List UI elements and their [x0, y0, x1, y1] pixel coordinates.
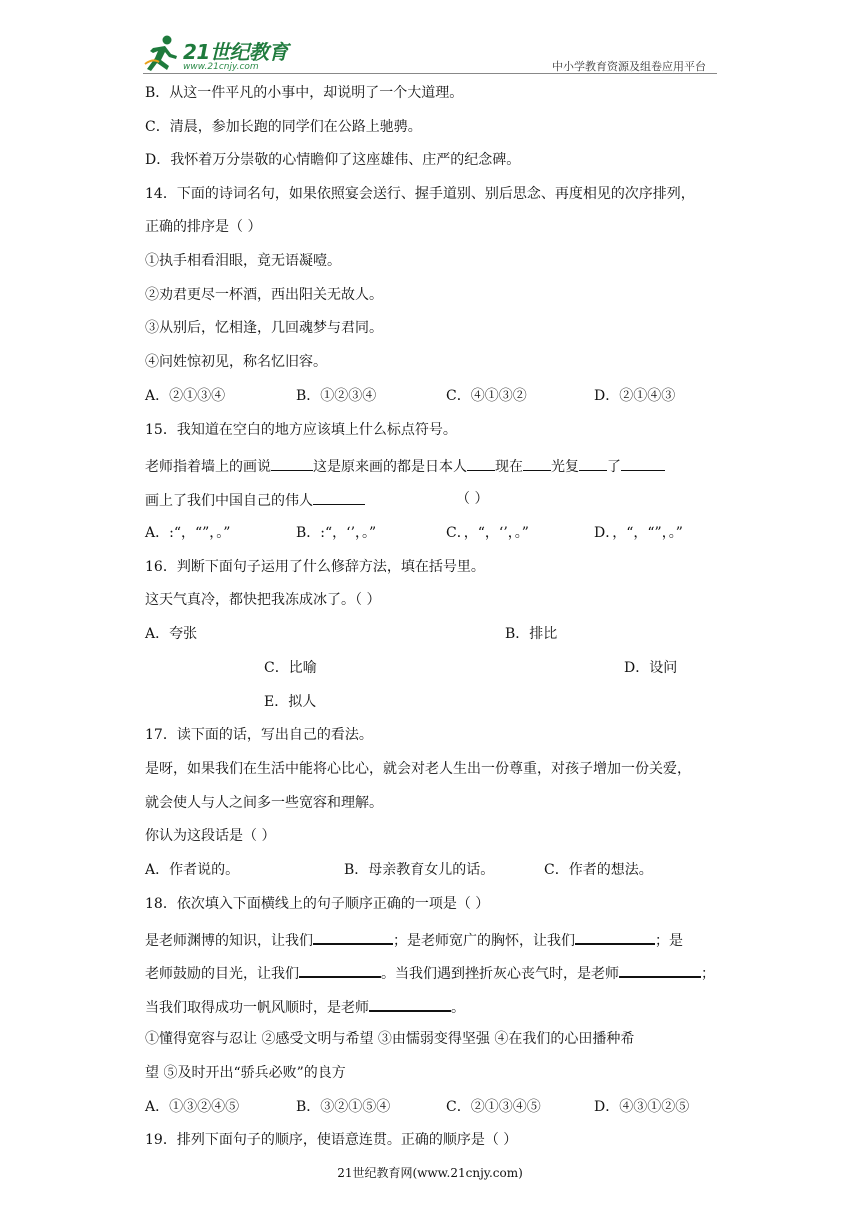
q14-item-2: ②劝君更尽一杯酒，西出阳关无故人。 [145, 287, 383, 303]
q16-option-e: E．拟人 [264, 694, 317, 710]
q18-sentence-line1 [145, 928, 683, 951]
q15-sentence-line1 [145, 455, 665, 477]
q18-stem: 18．依次填入下面横线上的句子顺序正确的一项是（ ） [145, 896, 490, 912]
q15-text-b: 这是原来画的都是日本人 [313, 459, 467, 475]
q17-stem: 17．读下面的话，写出自己的看法。 [145, 727, 373, 743]
q15-blank-1 [271, 455, 313, 471]
q15-stem: 15．我知道在空白的地方应该填上什么标点符号。 [145, 422, 457, 438]
q16-option-c: C．比喻 [264, 660, 317, 676]
header-divider [143, 73, 717, 74]
q18-blank-2 [575, 928, 655, 945]
q15-blank-6 [313, 489, 365, 505]
q15-answer-paren: （ ） [456, 491, 489, 507]
q15-blank-4 [579, 455, 607, 471]
q15-text-f: 画上了我们中国自己的伟人 [145, 493, 313, 509]
q17-option-b: B．母亲教育女儿的话。 [344, 862, 495, 878]
q14-option-d: D．②①④③ [594, 388, 676, 404]
q16-stem: 16．判断下面句子运用了什么修辞方法，填在括号里。 [145, 559, 485, 575]
q14-option-c: C．④①③② [446, 388, 527, 404]
q18-text-3: ；是 [655, 933, 683, 949]
q14-item-4: ④问姓惊初见，称名忆旧容。 [145, 354, 327, 370]
q18-option-a: A．①③②④⑤ [145, 1099, 240, 1115]
q15-text-c: 现在 [495, 459, 523, 475]
q17-passage-line2: 就会使人与人之间多一些宽容和理解。 [145, 795, 383, 811]
q18-text-1: 是老师渊博的知识，让我们 [145, 933, 313, 949]
q16-option-b: B．排比 [505, 626, 558, 642]
q18-option-b: B．③②①⑤④ [296, 1099, 391, 1115]
q15-blank-2 [467, 455, 495, 471]
logo-text: 21世纪教育 [183, 40, 288, 64]
q18-text-4: 老师鼓励的目光，让我们 [145, 966, 299, 982]
q16-option-a: A．夸张 [145, 626, 198, 642]
q18-option-d: D．④③①②⑤ [594, 1099, 690, 1115]
logo-url: www.21cnjy.com [183, 62, 259, 72]
site-logo[interactable] [143, 34, 293, 76]
q18-choices-line1: ①懂得宽容与忍让 ②感受文明与希望 ③由懦弱变得坚强 ④在我们的心田播种希 [145, 1031, 635, 1047]
page-header [0, 0, 860, 80]
q18-option-c: C．②①③④⑤ [446, 1099, 541, 1115]
q15-option-b: B．:“，‘’，。” [296, 525, 377, 541]
q15-blank-5 [621, 455, 665, 471]
page-footer: 21世纪教育网(www.21cnjy.com) [337, 1166, 523, 1180]
q18-choices-line2: 望 ⑤及时开出“骄兵必败”的良方 [145, 1065, 346, 1081]
q17-option-c: C．作者的想法。 [544, 862, 653, 878]
q18-blank-4 [619, 961, 701, 978]
q18-text-5: 。当我们遇到挫折灰心丧气时，是老师 [381, 966, 619, 982]
q18-blank-3 [299, 961, 381, 978]
q18-text-8: 。 [451, 1000, 465, 1016]
q18-text-2: ；是老师宽广的胸怀，让我们 [393, 933, 575, 949]
q19-stem: 19．排列下面句子的顺序，使语意连贯。正确的顺序是（ ） [145, 1132, 518, 1148]
q15-text-d: 光复 [551, 459, 579, 475]
q14-stem-line2: 正确的排序是（ ） [145, 219, 262, 235]
q15-text-a: 老师指着墙上的画说 [145, 459, 271, 475]
q17-option-a: A．作者说的。 [145, 862, 240, 878]
q14-item-1: ①执手相看泪眼，竟无语凝噎。 [145, 253, 341, 269]
q18-blank-1 [313, 928, 393, 945]
q14-item-3: ③从别后，忆相逢，几回魂梦与君同。 [145, 320, 383, 336]
q14-option-b: B．①②③④ [296, 388, 377, 404]
q15-sentence-line2 [145, 489, 365, 511]
q18-text-6: ； [701, 966, 715, 982]
q18-sentence-line2 [145, 961, 715, 984]
q18-sentence-line3 [145, 995, 465, 1018]
q15-option-d: D．，“，“”，。” [594, 525, 683, 541]
runner-logo-icon [143, 34, 181, 74]
q15-text-e: 了 [607, 459, 621, 475]
q18-text-7: 当我们取得成功一帆风顺时，是老师 [145, 1000, 369, 1016]
q15-blank-3 [523, 455, 551, 471]
q16-sentence: 这天气真冷，都快把我冻成冰了。（ ） [145, 592, 381, 608]
q17-question: 你认为这段话是（ ） [145, 828, 276, 844]
q15-option-c: C．，“，‘’，。” [446, 525, 529, 541]
q13-option-d: D．我怀着万分崇敬的心情瞻仰了这座雄伟、庄严的纪念碑。 [145, 152, 521, 168]
q14-stem-line1: 14．下面的诗词名句，如果依照宴会送行、握手道别、别后思念、再度相见的次序排列， [145, 186, 695, 202]
header-platform-text: 中小学教育资源及组卷应用平台 [552, 60, 706, 73]
q14-option-a: A．②①③④ [145, 388, 226, 404]
q15-option-a: A．:“，“”，。” [145, 525, 231, 541]
q18-blank-5 [369, 995, 451, 1012]
q13-option-b: B．从这一件平凡的小事中，却说明了一个大道理。 [145, 85, 464, 101]
q13-option-c: C．清晨，参加长跑的同学们在公路上驰骋。 [145, 119, 422, 135]
q17-passage-line1: 是呀，如果我们在生活中能将心比心，就会对老人生出一份尊重，对孩子增加一份关爱， [145, 761, 691, 777]
q16-option-d: D．设问 [624, 660, 678, 676]
